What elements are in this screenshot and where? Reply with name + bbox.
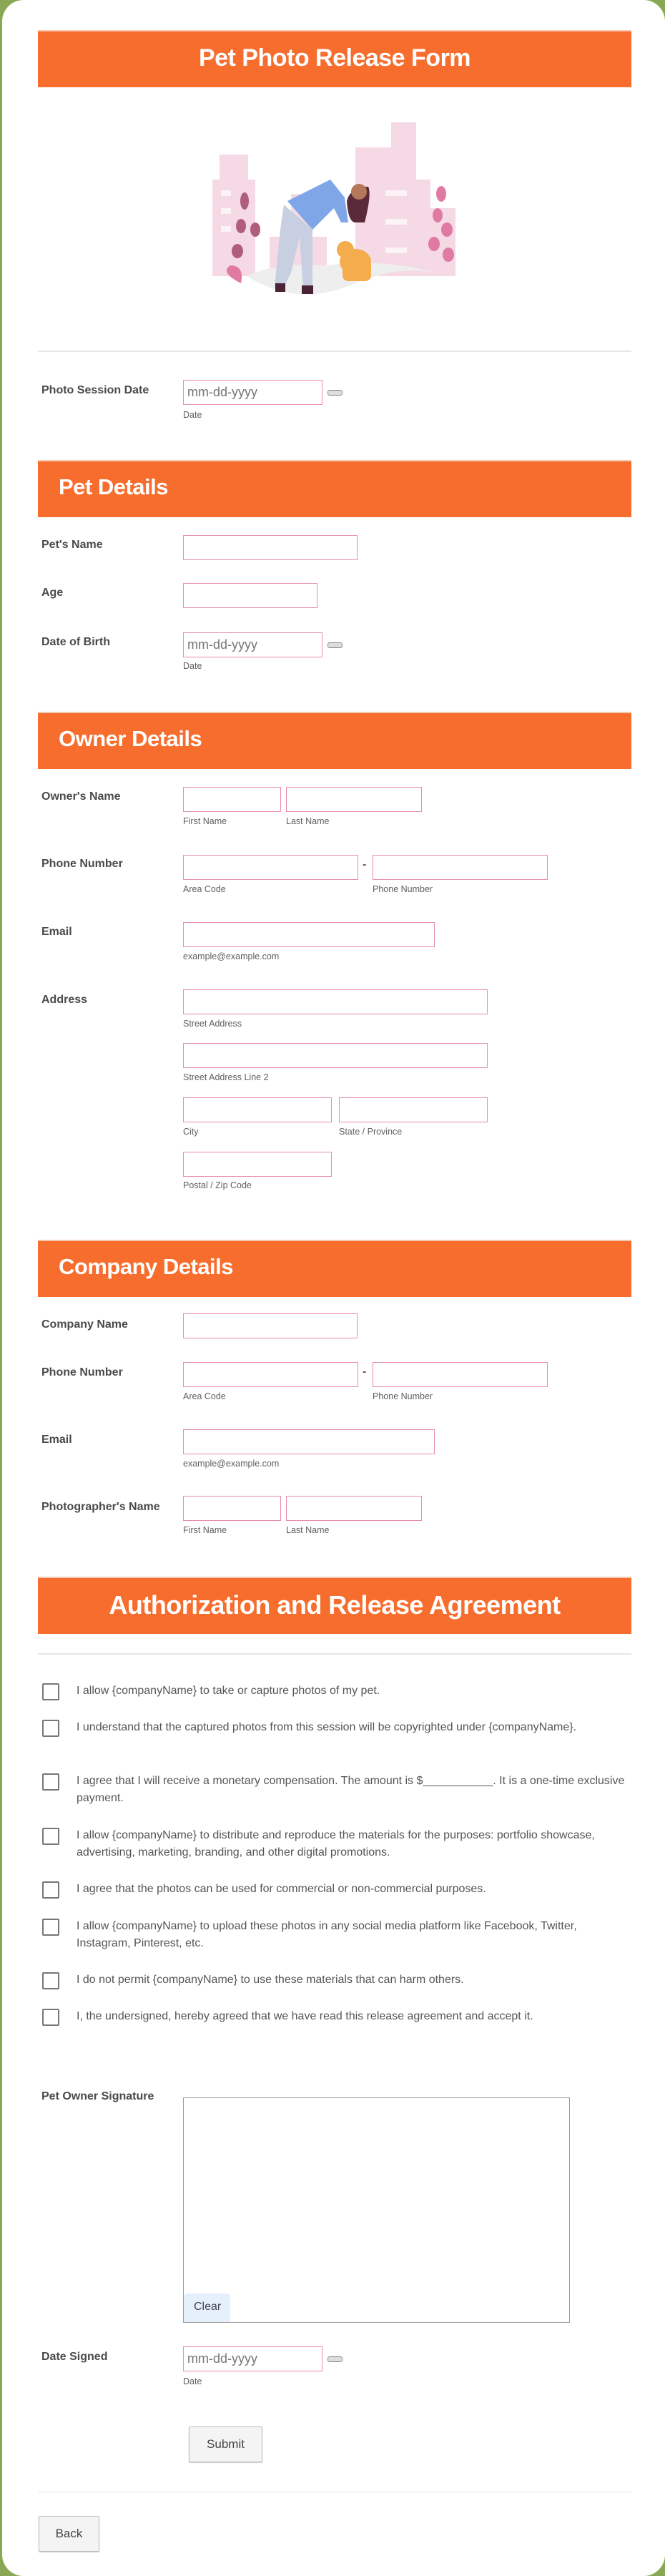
- state-sublabel: State / Province: [339, 1127, 403, 1137]
- photo-session-date-input[interactable]: [183, 380, 322, 405]
- agreement-text: I, the undersigned, hereby agreed that we have read this release agreement and accept it.: [77, 2010, 533, 2022]
- agreement-checkbox-3[interactable]: [42, 1773, 59, 1791]
- company-name-label: Company Name: [41, 1318, 128, 1331]
- date-signed-label: Date Signed: [41, 2351, 108, 2363]
- section-title: Pet Details: [59, 474, 169, 499]
- section-title: Owner Details: [59, 726, 202, 751]
- photographer-last-name-input[interactable]: [286, 1496, 422, 1521]
- agreement-checkbox-4[interactable]: [42, 1828, 59, 1845]
- owner-area-code-input[interactable]: [183, 855, 358, 880]
- photographer-name-label: Photographer's Name: [41, 1501, 160, 1513]
- pet-name-input[interactable]: [183, 535, 358, 560]
- postal-sublabel: Postal / Zip Code: [183, 1180, 252, 1190]
- date-signed-input[interactable]: [183, 2346, 322, 2371]
- company-phone-input[interactable]: [373, 1362, 548, 1387]
- agreement-checkbox-7[interactable]: [42, 1972, 59, 1989]
- agreement-text: I agree that the photos can be used for commercial or non-commercial purposes.: [77, 1883, 486, 1895]
- age-input[interactable]: [183, 583, 317, 608]
- last-name-sublabel: Last Name: [286, 1525, 330, 1535]
- owner-phone-input[interactable]: [373, 855, 548, 880]
- agreement-text: I allow {companyName} to upload these photos in any social media platform like Facebook, Twitter, Instagram, Pinterest, etc.: [77, 1920, 577, 1949]
- city-input[interactable]: [183, 1097, 332, 1122]
- date-sublabel: Date: [183, 410, 202, 420]
- back-button[interactable]: Back: [39, 2516, 99, 2552]
- email-sublabel: example@example.com: [183, 1459, 280, 1469]
- calendar-icon[interactable]: [327, 390, 343, 396]
- agreement-checkbox-8[interactable]: [42, 2009, 59, 2026]
- pet-photo-illustration: [212, 122, 459, 298]
- agreement-text: I allow {companyName} to take or capture photos of my pet.: [77, 1685, 380, 1697]
- agreement-checkbox-2[interactable]: [42, 1720, 59, 1737]
- section-title: Company Details: [59, 1254, 234, 1279]
- agreement-checkbox-6[interactable]: [42, 1919, 59, 1936]
- agreement-checkbox-5[interactable]: [42, 1881, 59, 1899]
- date-sublabel: Date: [183, 2376, 202, 2386]
- street-address-input[interactable]: [183, 989, 488, 1014]
- divider: [38, 351, 631, 352]
- company-email-label: Email: [41, 1434, 72, 1446]
- agreement-text: I understand that the captured photos from this session will be copyrighted under {companyName}.: [77, 1721, 577, 1733]
- address-label: Address: [41, 994, 88, 1006]
- first-name-sublabel: First Name: [183, 816, 227, 826]
- company-area-code-input[interactable]: [183, 1362, 358, 1387]
- phone-dash: -: [363, 1366, 367, 1378]
- date-sublabel: Date: [183, 661, 202, 671]
- owner-email-input[interactable]: [183, 922, 435, 947]
- photo-session-date-label: Photo Session Date: [41, 384, 149, 396]
- first-name-sublabel: First Name: [183, 1525, 227, 1535]
- owner-last-name-input[interactable]: [286, 787, 422, 812]
- clear-signature-button[interactable]: Clear: [184, 2293, 230, 2322]
- phone-sublabel: Phone Number: [373, 1391, 433, 1401]
- owner-first-name-input[interactable]: [183, 787, 281, 812]
- company-details-header: [38, 1240, 631, 1297]
- company-email-input[interactable]: [183, 1429, 435, 1454]
- form-card: [2, 0, 665, 2576]
- signature-label: Pet Owner Signature: [41, 2090, 154, 2102]
- divider: [38, 1653, 631, 1655]
- area-code-sublabel: Area Code: [183, 884, 226, 894]
- dob-input[interactable]: [183, 632, 322, 657]
- area-code-sublabel: Area Code: [183, 1391, 226, 1401]
- owner-name-label: Owner's Name: [41, 790, 121, 803]
- company-phone-label: Phone Number: [41, 1366, 123, 1378]
- submit-button[interactable]: Submit: [189, 2426, 262, 2462]
- street-address-2-input[interactable]: [183, 1043, 488, 1068]
- signature-pad[interactable]: [183, 2097, 570, 2323]
- calendar-icon[interactable]: [327, 642, 343, 648]
- owner-phone-label: Phone Number: [41, 858, 123, 870]
- calendar-icon[interactable]: [327, 2356, 343, 2362]
- pet-details-header: [38, 460, 631, 517]
- company-name-input[interactable]: [183, 1313, 358, 1338]
- owner-details-header: [38, 712, 631, 769]
- form-title: Pet Photo Release Form: [198, 44, 471, 72]
- agreement-text: I do not permit {companyName} to use these materials that can harm others.: [77, 1974, 464, 1986]
- agreement-text: I agree that I will receive a monetary compensation. The amount is $___________. It is a one-time exclusive payment.: [77, 1775, 625, 1804]
- postal-input[interactable]: [183, 1152, 332, 1177]
- agreement-text: I allow {companyName} to distribute and reproduce the materials for the purposes: portfolio showcase, advertising, marketing, branding, and other digital promotions.: [77, 1829, 595, 1858]
- owner-email-label: Email: [41, 926, 72, 938]
- pet-name-label: Pet's Name: [41, 539, 103, 551]
- state-input[interactable]: [339, 1097, 488, 1122]
- section-title: Authorization and Release Agreement: [109, 1590, 561, 1620]
- age-label: Age: [41, 587, 64, 599]
- agreement-header: [38, 1577, 631, 1634]
- city-sublabel: City: [183, 1127, 199, 1137]
- last-name-sublabel: Last Name: [286, 816, 330, 826]
- street-sublabel: Street Address: [183, 1019, 242, 1029]
- photographer-first-name-input[interactable]: [183, 1496, 281, 1521]
- form-header: [38, 30, 631, 87]
- agreement-checkbox-1[interactable]: [42, 1683, 59, 1700]
- dob-label: Date of Birth: [41, 636, 110, 648]
- email-sublabel: example@example.com: [183, 951, 280, 961]
- phone-dash: -: [363, 858, 367, 871]
- street2-sublabel: Street Address Line 2: [183, 1072, 269, 1082]
- phone-sublabel: Phone Number: [373, 884, 433, 894]
